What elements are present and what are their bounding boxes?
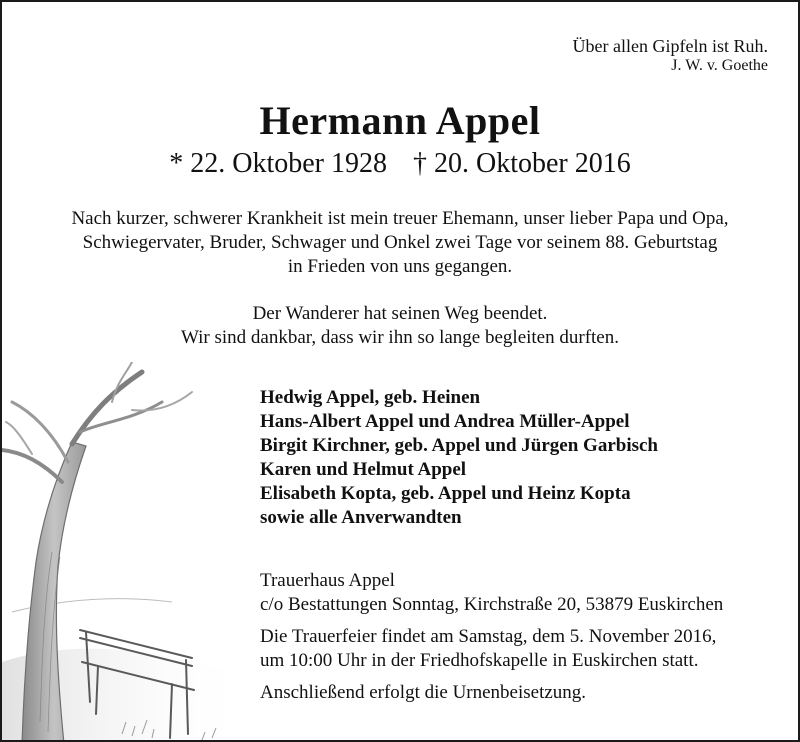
announcement-line: in Frieden von uns gegangen.: [287, 256, 513, 277]
mourner-name: Hans-Albert Appel und Andrea Müller-Appel: [260, 411, 630, 432]
mourner-name: Birgit Kirchner, geb. Appel und Jürgen Garbisch: [260, 435, 658, 456]
verse-line: Der Wanderer hat seinen Weg beendet.: [252, 303, 548, 324]
burial-notice: [260, 681, 723, 705]
memorial-verse: [2, 302, 798, 350]
ceremony-line: Die Trauerfeier findet am Samstag, dem 5. November 2016,: [260, 626, 717, 647]
mourner-name: Karen und Helmut Appel: [260, 459, 467, 480]
mourners-list: [260, 386, 658, 530]
death-announcement: [2, 207, 798, 279]
birth-date: * 22. Oktober 1928: [169, 148, 387, 179]
address-line: Trauerhaus Appel: [260, 570, 395, 591]
mourner-name: Hedwig Appel, geb. Heinen: [260, 387, 481, 408]
tree-branch: [72, 372, 142, 444]
death-date: † 20. Oktober 2016: [413, 148, 631, 179]
verse-line: Wir sind dankbar, dass wir ihn so lange begleiten durften.: [180, 327, 619, 348]
deceased-name: Hermann Appel: [259, 98, 541, 143]
mourner-name: Elisabeth Kopta, geb. Appel und Heinz Kopta: [260, 483, 631, 504]
goethe-quote: [573, 36, 768, 76]
funeral-info: [260, 569, 723, 705]
mourning-address: [260, 569, 723, 617]
quote-text: Über allen Gipfeln ist Ruh.: [572, 36, 768, 56]
ceremony-notice: [260, 625, 723, 673]
announcement-line: Schwiegervater, Bruder, Schwager und Onkel zwei Tage vor seinem 88. Geburtstag: [82, 232, 718, 253]
ceremony-line: um 10:00 Uhr in der Friedhofskapelle in Euskirchen statt.: [260, 650, 699, 671]
burial-line: Anschließend erfolgt die Urnenbeisetzung.: [260, 682, 587, 703]
announcement-line: Nach kurzer, schwerer Krankheit ist mein treuer Ehemann, unser lieber Papa und Opa,: [71, 208, 729, 229]
mourner-name: sowie alle Anverwandten: [260, 507, 462, 528]
quote-author: J. W. v. Goethe: [671, 57, 768, 74]
tree-and-bench-illustration: [2, 362, 252, 742]
address-line: c/o Bestattungen Sonntag, Kirchstraße 20, 53879 Euskirchen: [260, 594, 724, 615]
life-dates: [2, 146, 798, 182]
